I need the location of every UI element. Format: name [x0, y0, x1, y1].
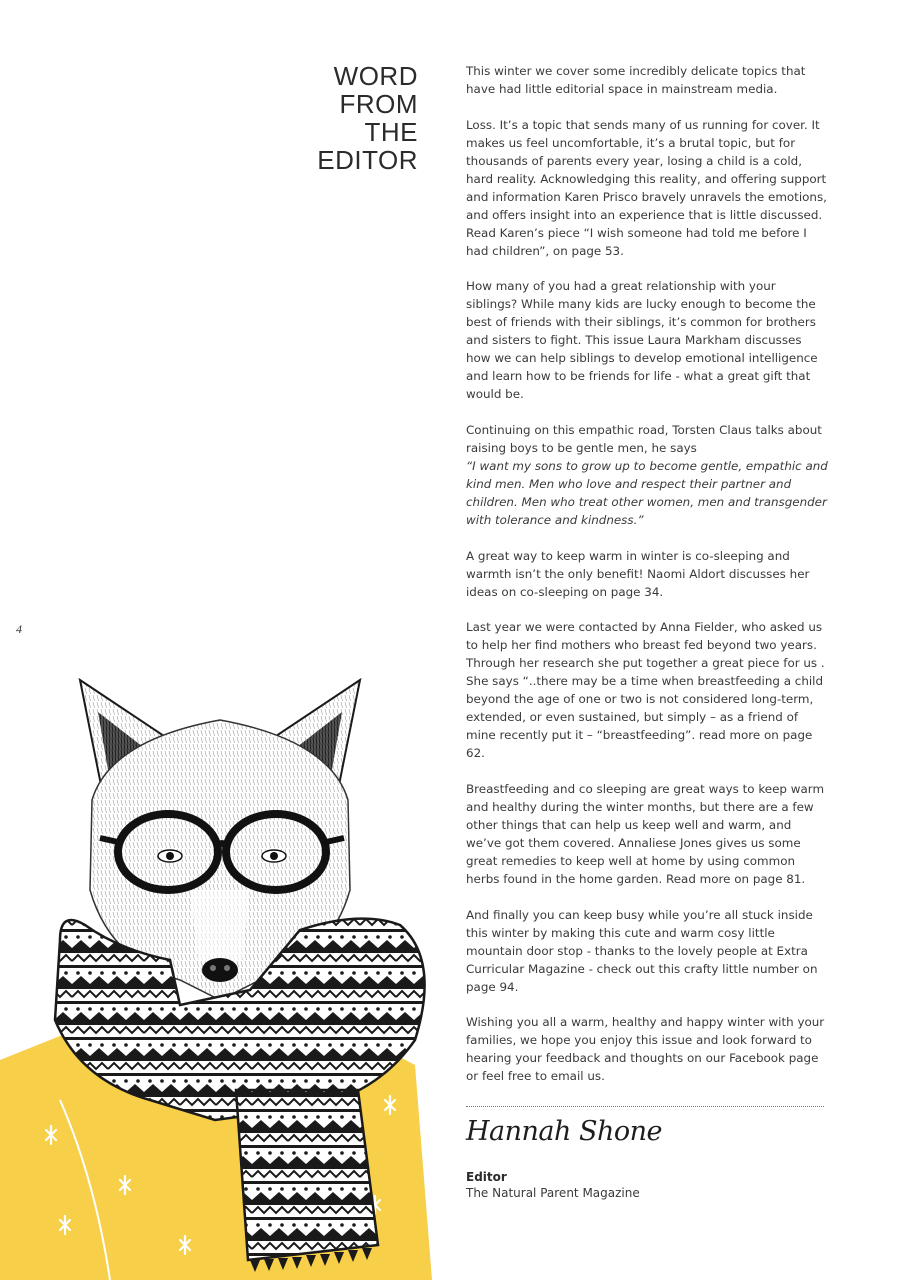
- paragraph-remedies: Breastfeeding and co sleeping are great ways to keep warm and healthy during the winter months, but there are a few other things that can help us keep well and warm, and we’ve got them covered. Annaliese Jones gives us some great remedies to keep well at home by using common herbs found in the home garden. Read more on page 81.: [466, 782, 825, 886]
- editor-title: Editor: [466, 1170, 507, 1184]
- torsten-quote: “I want my sons to grow up to become gentle, empathic and kind men. Men who love and respect their partner and children. Men who treat other women, men and transgender with tolerance and kindness.”: [466, 458, 828, 527]
- page-number: 4: [16, 622, 22, 636]
- editor-signature: Hannah Shone: [466, 1116, 662, 1147]
- paragraph-torsten: [466, 422, 828, 530]
- paragraph-doorstop: And finally you can keep busy while you’re all stuck inside this winter by making this cute and warm cosy little mountain door stop - thanks to the lovely people at Extra Curricular Magazine - check out this crafty little number on page 94.: [466, 907, 818, 994]
- magazine-name: The Natural Parent Magazine: [466, 1186, 640, 1200]
- heading-line-1: WORD: [333, 61, 418, 91]
- paragraph-breastfeeding: Last year we were contacted by Anna Fielder, who asked us to help her find mothers who breast fed beyond two years. Through her research she put together a great piece for us . She says “..there may be a time when breastfeeding a child beyond the age of one or two is not considered long-term, extended, or even sustained, but simply – as a friend of mine recently put it – “breastfeeding”. read more on page 62.: [466, 620, 825, 761]
- wolf-in-glasses-icon: [0, 660, 440, 1280]
- heading-line-4: EDITOR: [317, 145, 418, 175]
- torsten-intro: Continuing on this empathic road, Torsten Claus talks about raising boys to be gentle men, he says: [466, 423, 822, 455]
- paragraph-cosleeping: A great way to keep warm in winter is co-sleeping and warmth isn’t the only benefit! Naomi Aldort discusses her ideas on co-sleeping on page 34.: [466, 548, 810, 599]
- heading-line-2: FROM: [339, 89, 418, 119]
- dotted-divider: [466, 1106, 824, 1107]
- paragraph-intro: This winter we cover some incredibly delicate topics that have had little editorial space in mainstream media.: [466, 64, 806, 96]
- paragraph-closing: Wishing you all a warm, healthy and happy winter with your families, we hope you enjoy this issue and look forward to hearing your feedback and thoughts on our Facebook page or feel free to email us.: [466, 1015, 825, 1084]
- editorial-body: [466, 63, 828, 1104]
- paragraph-loss: Loss. It’s a topic that sends many of us running for cover. It makes us feel uncomfortable, it’s a brutal topic, but for thousands of parents every year, losing a child is a cold, hard reality. Acknowledging this reality, and offering support and information Karen Prisco bravely unravels the emotions, and offers insight into an experience that is little discussed. Read Karen’s piece “I wish someone had told me before I had children”, on page 53.: [466, 117, 827, 258]
- heading-line-3: THE: [364, 117, 418, 147]
- editorial-heading: [317, 62, 418, 174]
- paragraph-siblings: How many of you had a great relationship with your siblings? While many kids are lucky enough to become the best of friends with their siblings, it’s common for brothers and sisters to fight. This issue Laura Markham discusses how we can help siblings to develop emotional intelligence and learn how to be friends for life - what a great gift that would be.: [466, 279, 818, 402]
